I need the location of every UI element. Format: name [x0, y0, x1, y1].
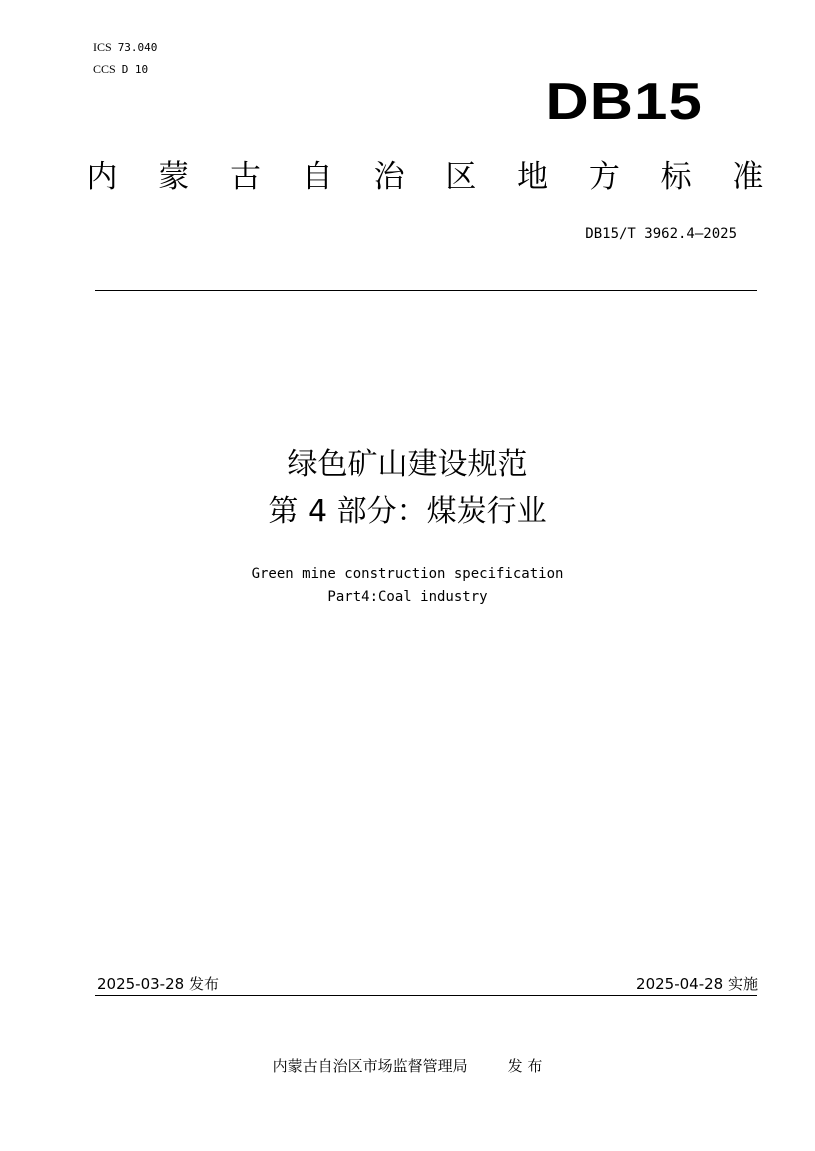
ccs-code — [93, 62, 148, 77]
standard-type-char: 自 — [301, 159, 333, 195]
top-divider — [95, 290, 757, 291]
standard-type-char: 蒙 — [158, 159, 190, 195]
title-en-line1: Green mine construction specification — [251, 566, 564, 582]
standard-type-char: 准 — [732, 159, 764, 195]
bottom-divider — [95, 995, 757, 996]
title-en-line2: Part4:Coal industry — [327, 589, 488, 605]
implementation-date: 2025-04-28 实施 — [636, 975, 758, 993]
issue-date: 2025-03-28 发布 — [97, 975, 219, 993]
standard-type-heading — [80, 155, 770, 199]
ics-label: ICS — [93, 40, 112, 54]
standard-logo: DB15 — [545, 73, 703, 131]
title-cn-line1: 绿色矿山建设规范 — [287, 447, 528, 482]
ics-value: 73.040 — [117, 41, 158, 54]
title-cn-line2: 第 4 部分：煤炭行业 — [268, 494, 547, 529]
issuer-line — [0, 1055, 815, 1076]
ics-code — [93, 40, 157, 55]
document-number: DB15/T 3962.4—2025 — [585, 226, 737, 242]
ccs-label: CCS — [93, 62, 116, 76]
standard-type-char: 标 — [660, 159, 692, 195]
standard-type-char: 古 — [230, 159, 262, 195]
standard-type-char: 方 — [588, 159, 620, 195]
ccs-value: D 10 — [121, 63, 149, 76]
standard-type-char: 内 — [86, 159, 118, 195]
issuer-name: 内蒙古自治区市场监督管理局 — [272, 1057, 468, 1075]
standard-type-char: 治 — [373, 159, 405, 195]
standard-type-char: 地 — [517, 159, 549, 195]
issuer-action: 发 布 — [507, 1057, 543, 1075]
standard-type-char: 区 — [445, 159, 477, 195]
